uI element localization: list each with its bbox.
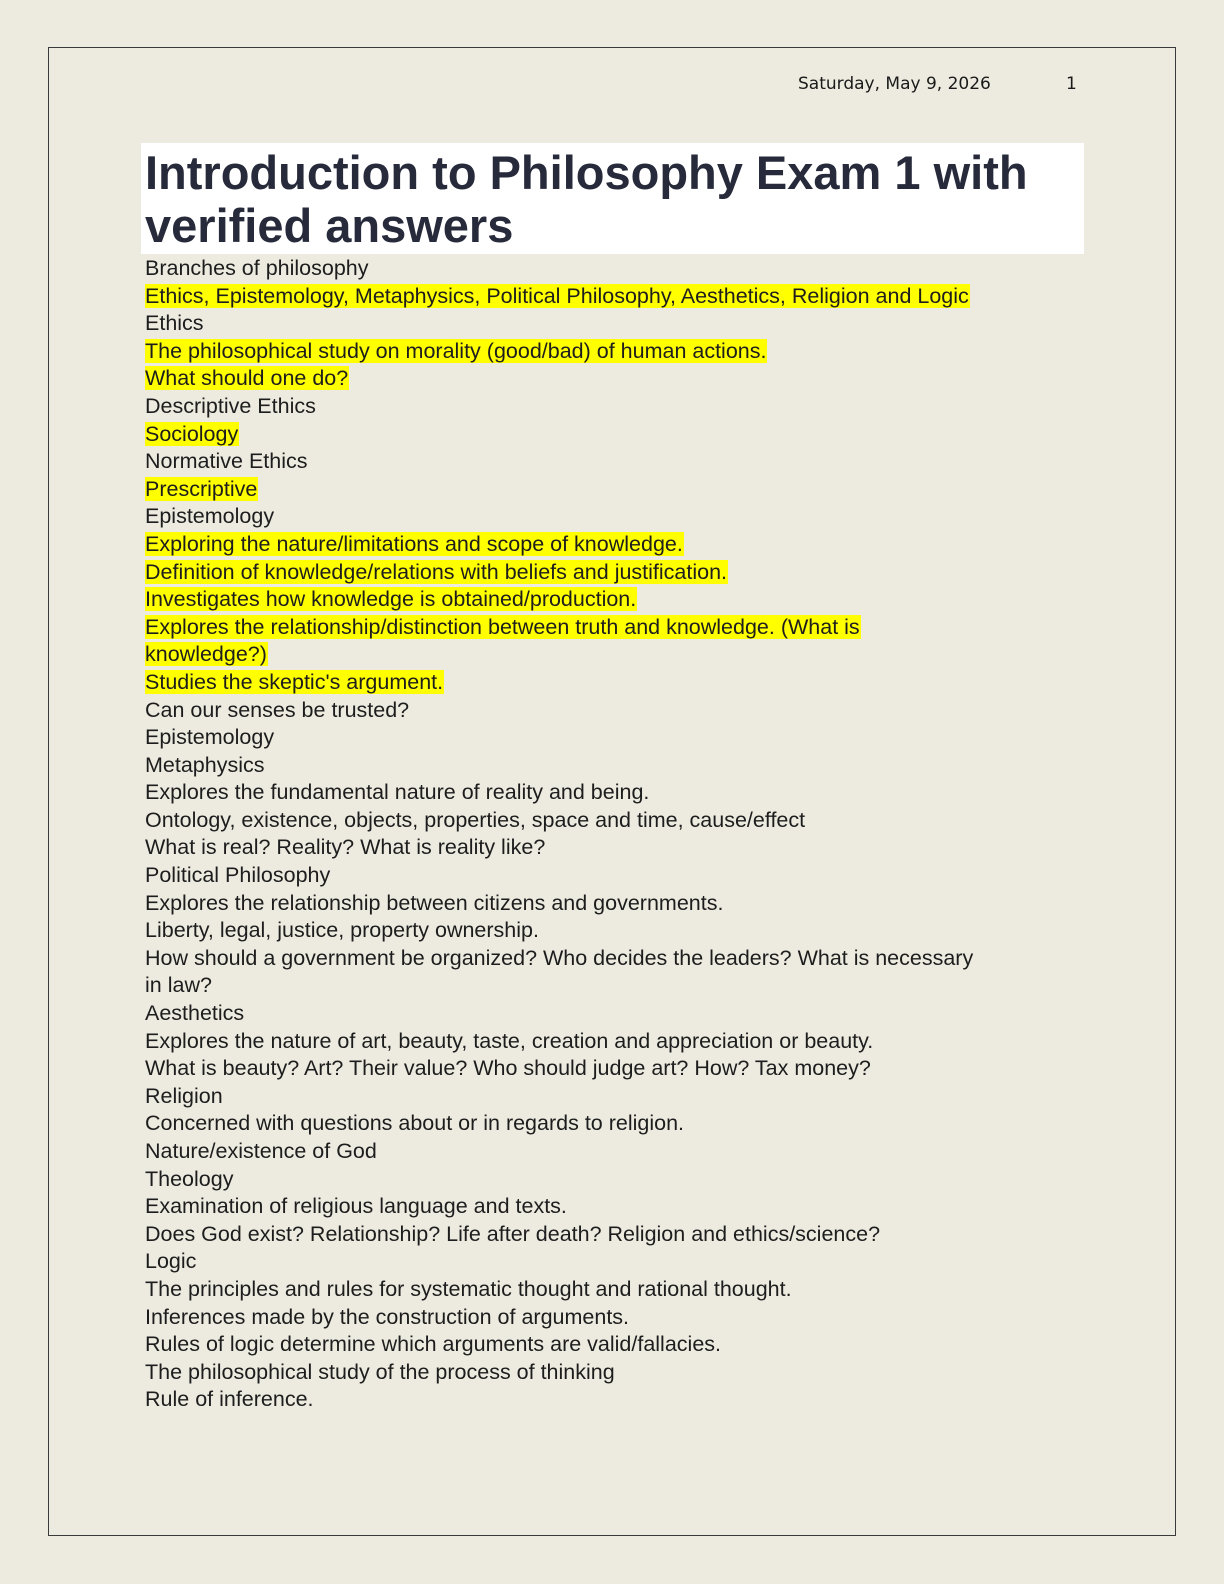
line-text: Nature/existence of God xyxy=(145,1139,377,1163)
term-line xyxy=(145,255,1075,283)
term-line xyxy=(145,310,1075,338)
term-line xyxy=(145,1166,1075,1194)
line-text: Rule of inference. xyxy=(145,1387,314,1412)
answer-line xyxy=(145,365,1075,393)
line-text: Prescriptive xyxy=(145,476,258,501)
line-text: What is beauty? Art? Their value? Who should judge art? How? Tax money? xyxy=(145,1056,871,1081)
line-text: The principles and rules for systematic thought and rational thought. xyxy=(145,1276,792,1301)
term-line xyxy=(145,1028,1075,1056)
line-text: Concerned with questions about or in regards to religion. xyxy=(145,1111,685,1136)
term-line xyxy=(145,1193,1075,1221)
title-block xyxy=(141,143,1084,254)
term-line xyxy=(145,752,1075,780)
document-body xyxy=(145,255,1075,1414)
term-line xyxy=(145,724,1075,752)
term-line xyxy=(145,1304,1075,1332)
line-text: Aesthetics xyxy=(145,1001,245,1026)
term-line xyxy=(145,834,1075,862)
term-line xyxy=(145,890,1075,918)
answer-line xyxy=(145,531,1075,559)
line-text: Ethics, Epistemology, Metaphysics, Political Philosophy, Aesthetics, Religion and Logic xyxy=(145,283,969,308)
line-text: Descriptive Ethics xyxy=(145,393,316,418)
term-line xyxy=(145,1000,1075,1028)
line-text: The philosophical study of the process of thinking xyxy=(145,1359,615,1384)
line-text: Branches of philosophy xyxy=(145,256,369,280)
page-number: 1 xyxy=(1066,74,1077,94)
line-text: Rules of logic determine which arguments are valid/fallacies. xyxy=(145,1332,721,1357)
answer-line xyxy=(145,641,1075,669)
line-text: Does God exist? Relationship? Life after death? Religion and ethics/science? xyxy=(145,1221,881,1246)
line-text: What should one do? xyxy=(145,366,349,391)
line-text: Investigates how knowledge is obtained/production. xyxy=(145,587,637,612)
header-date: Saturday, May 9, 2026 xyxy=(798,74,991,94)
line-text: How should a government be organized? Who decides the leaders? What is necessary xyxy=(145,945,974,970)
answer-line xyxy=(145,476,1075,504)
term-line xyxy=(145,1138,1075,1166)
line-text: The philosophical study on morality (good/bad) of human actions. xyxy=(145,338,767,363)
answer-line xyxy=(145,586,1075,614)
line-text: Epistemology xyxy=(145,504,275,529)
term-line xyxy=(145,1359,1075,1387)
line-text: Theology xyxy=(145,1166,234,1191)
line-text: Ethics xyxy=(145,311,204,336)
line-text: Studies the skeptic's argument. xyxy=(145,669,444,694)
term-line xyxy=(145,917,1075,945)
line-text: Examination of religious language and texts. xyxy=(145,1194,567,1219)
line-text: Explores the nature of art, beauty, taste, creation and appreciation or beauty. xyxy=(145,1028,874,1053)
term-line xyxy=(145,503,1075,531)
answer-line xyxy=(145,283,1075,311)
term-line xyxy=(145,1083,1075,1111)
term-line xyxy=(145,807,1075,835)
line-text: knowledge?) xyxy=(145,642,267,667)
term-line xyxy=(145,1276,1075,1304)
line-text: in law? xyxy=(145,973,212,998)
answer-line xyxy=(145,338,1075,366)
line-text: Logic xyxy=(145,1249,197,1274)
answer-line xyxy=(145,559,1075,587)
line-text: What is real? Reality? What is reality like? xyxy=(145,835,546,860)
term-line xyxy=(145,945,1075,973)
line-text: Sociology xyxy=(145,421,239,446)
term-line xyxy=(145,1331,1075,1359)
line-text: Explores the relationship between citizens and governments. xyxy=(145,890,724,915)
term-line xyxy=(145,862,1075,890)
line-text: Liberty, legal, justice, property ownership. xyxy=(145,918,539,943)
term-line xyxy=(145,393,1075,421)
term-line xyxy=(145,1248,1075,1276)
line-text: Ontology, existence, objects, properties, space and time, cause/effect xyxy=(145,807,806,832)
term-line xyxy=(145,1110,1075,1138)
term-line xyxy=(145,697,1075,725)
line-text: Religion xyxy=(145,1083,223,1108)
term-line xyxy=(145,1055,1075,1083)
line-text: Normative Ethics xyxy=(145,449,308,474)
line-text: Metaphysics xyxy=(145,752,265,777)
document-title: Introduction to Philosophy Exam 1 with verified answers xyxy=(145,146,1028,252)
line-text: Political Philosophy xyxy=(145,863,331,888)
line-text: Exploring the nature/limitations and scope of knowledge. xyxy=(145,531,683,556)
line-text: Can our senses be trusted? xyxy=(145,697,410,722)
term-line xyxy=(145,1221,1075,1249)
answer-line xyxy=(145,614,1075,642)
line-text: Inferences made by the construction of arguments. xyxy=(145,1304,630,1329)
line-text: Explores the relationship/distinction between truth and knowledge. (What is xyxy=(145,614,860,639)
answer-line xyxy=(145,669,1075,697)
answer-line xyxy=(145,421,1075,449)
line-text: Explores the fundamental nature of reality and being. xyxy=(145,780,650,805)
term-line xyxy=(145,1386,1075,1414)
term-line xyxy=(145,972,1075,1000)
term-line xyxy=(145,779,1075,807)
line-text: Definition of knowledge/relations with beliefs and justification. xyxy=(145,559,728,584)
term-line xyxy=(145,448,1075,476)
line-text: Epistemology xyxy=(145,725,275,750)
